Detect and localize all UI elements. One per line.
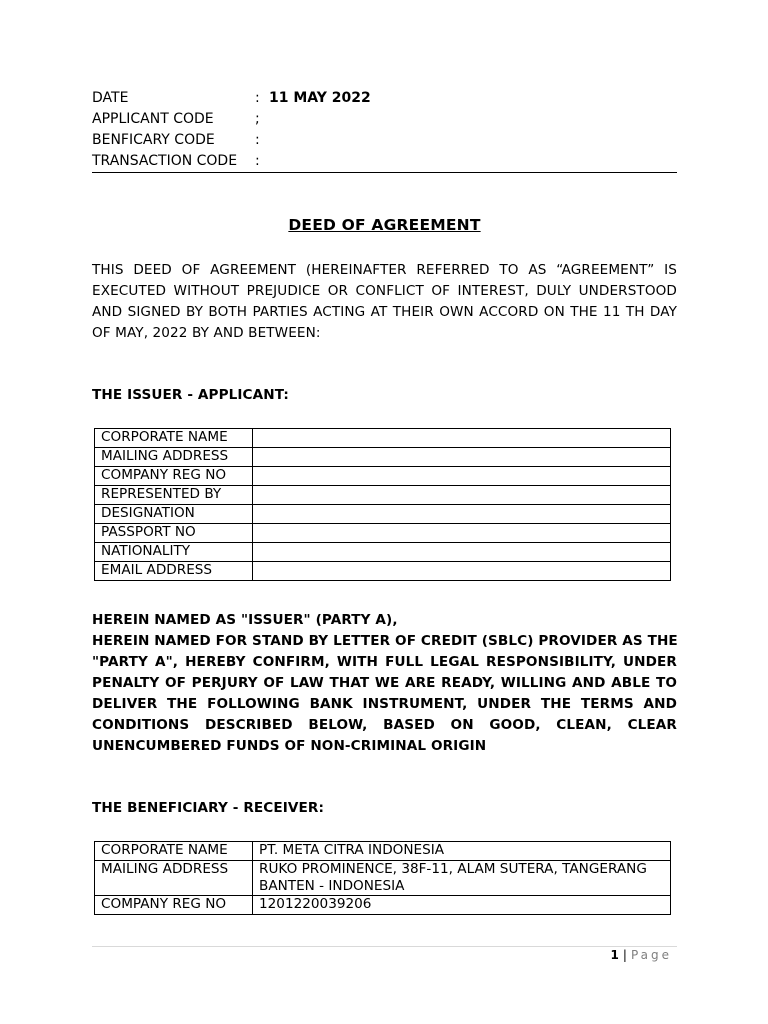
field-label: REPRESENTED BY xyxy=(95,486,253,505)
beneficiary-heading: THE BENEFICIARY - RECEIVER: xyxy=(92,800,325,816)
table-row xyxy=(95,467,671,486)
header-divider xyxy=(92,172,677,173)
header-label: BENFICARY CODE xyxy=(92,132,215,148)
intro-line: AND SIGNED BY BOTH PARTIES ACTING AT THEIR OWN ACCORD ON THE 11 TH DAY xyxy=(92,304,677,320)
statement-line: HEREIN NAMED FOR STAND BY LETTER OF CREDIT (SBLC) PROVIDER AS THE xyxy=(92,633,678,649)
address-line: RUKO PROMINENCE, 38F-11, ALAM SUTERA, TANGERANG xyxy=(259,861,647,877)
footer-separator: | xyxy=(622,948,627,962)
statement-line: UNENCUMBERED FUNDS OF NON-CRIMINAL ORIGIN xyxy=(92,738,487,754)
field-label: CORPORATE NAME xyxy=(95,429,253,448)
header-row-date xyxy=(92,88,677,109)
field-value xyxy=(253,467,671,486)
table-row xyxy=(95,562,671,581)
table-row xyxy=(95,429,671,448)
field-label: NATIONALITY xyxy=(95,543,253,562)
field-label: EMAIL ADDRESS xyxy=(95,562,253,581)
field-label: CORPORATE NAME xyxy=(95,842,253,861)
field-value xyxy=(253,448,671,467)
intro-paragraph xyxy=(92,260,677,344)
header-separator: : xyxy=(255,90,260,106)
header-value-date: 11 MAY 2022 xyxy=(269,90,371,106)
header-row-transaction-code xyxy=(92,151,677,172)
intro-line: EXECUTED WITHOUT PREJUDICE OR CONFLICT OF INTEREST, DULY UNDERSTOOD xyxy=(92,283,677,299)
field-value xyxy=(253,543,671,562)
footer-divider xyxy=(92,946,677,947)
header-label: APPLICANT CODE xyxy=(92,111,214,127)
table-row xyxy=(95,505,671,524)
document-title: DEED OF AGREEMENT xyxy=(288,216,481,234)
field-value xyxy=(253,861,671,896)
table-row xyxy=(95,842,671,861)
statement-line: HEREIN NAMED AS "ISSUER" (PARTY A), xyxy=(92,612,398,628)
field-label: MAILING ADDRESS xyxy=(95,861,253,896)
intro-line: OF MAY, 2022 BY AND BETWEEN: xyxy=(92,325,321,341)
field-value xyxy=(253,429,671,448)
table-row xyxy=(95,861,671,896)
header-row-beneficiary-code xyxy=(92,130,677,151)
issuer-heading: THE ISSUER - APPLICANT: xyxy=(92,387,289,403)
table-row xyxy=(95,486,671,505)
issuer-table xyxy=(94,428,671,581)
beneficiary-table xyxy=(94,841,671,915)
field-label: MAILING ADDRESS xyxy=(95,448,253,467)
intro-line: THIS DEED OF AGREEMENT (HEREINAFTER REFERRED TO AS “AGREEMENT” IS xyxy=(92,262,677,278)
header-separator: : xyxy=(255,132,260,148)
page-footer xyxy=(611,948,672,962)
table-row xyxy=(95,448,671,467)
header-label: DATE xyxy=(92,90,129,106)
field-value: PT. META CITRA INDONESIA xyxy=(253,842,671,861)
field-value xyxy=(253,562,671,581)
field-label: PASSPORT NO xyxy=(95,524,253,543)
field-value xyxy=(253,486,671,505)
statement-line: PENALTY OF PERJURY OF LAW THAT WE ARE READY, WILLING AND ABLE TO xyxy=(92,675,677,691)
field-label: DESIGNATION xyxy=(95,505,253,524)
header-separator: ; xyxy=(255,111,260,127)
field-value xyxy=(253,505,671,524)
transaction-header xyxy=(92,88,677,172)
table-row xyxy=(95,543,671,562)
page-label: Page xyxy=(630,948,672,962)
statement-line: "PARTY A", HEREBY CONFIRM, WITH FULL LEGAL RESPONSIBILITY, UNDER xyxy=(92,654,677,670)
field-label: COMPANY REG NO xyxy=(95,467,253,486)
statement-line: DELIVER THE FOLLOWING BANK INSTRUMENT, UNDER THE TERMS AND xyxy=(92,696,677,712)
address-line: BANTEN - INDONESIA xyxy=(259,878,405,894)
field-value xyxy=(253,524,671,543)
header-label: TRANSACTION CODE xyxy=(92,153,238,169)
field-value: 1201220039206 xyxy=(253,896,671,915)
header-separator: : xyxy=(255,153,260,169)
header-row-applicant-code xyxy=(92,109,677,130)
table-row xyxy=(95,524,671,543)
field-label: COMPANY REG NO xyxy=(95,896,253,915)
table-row xyxy=(95,896,671,915)
statement-line: CONDITIONS DESCRIBED BELOW, BASED ON GOOD, CLEAN, CLEAR xyxy=(92,717,677,733)
issuer-statement xyxy=(92,610,677,757)
page-number: 1 xyxy=(610,948,619,962)
